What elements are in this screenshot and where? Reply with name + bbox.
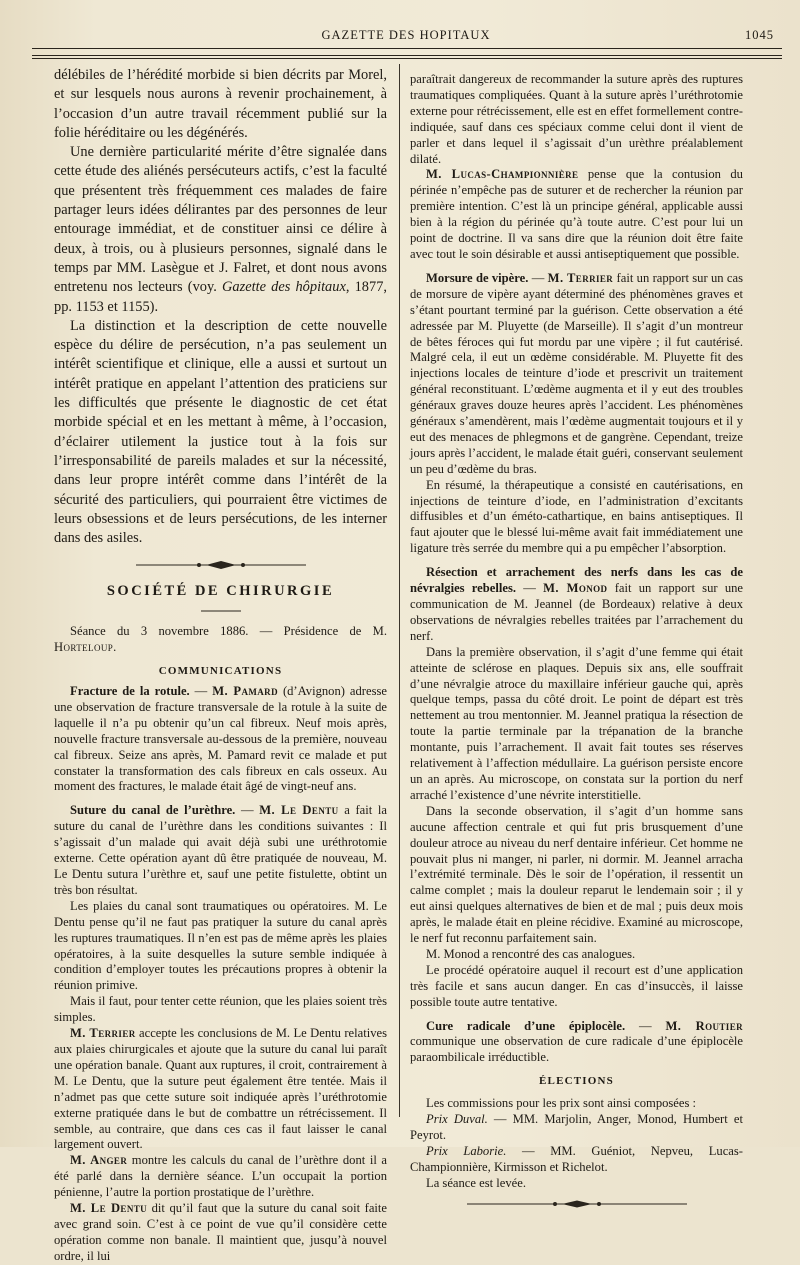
author-name: M. Pamard (212, 684, 278, 699)
session-line: Séance du 3 novembre 1886. — Présidence de M. Horteloup. (54, 624, 387, 655)
prix-laborie-line: Prix Laborie. — MM. Guéniot, Nepveu, Lucas-Championnière, Kirmisson et Richelot. (410, 1143, 743, 1174)
newspaper-title: GAZETTE DES HOPITAUX (321, 28, 491, 42)
author-name: M. Lucas-Championnière (426, 167, 579, 182)
heading-short-rule (201, 606, 241, 616)
author-name: M. Anger (70, 1153, 128, 1168)
header-double-rule-bottom (32, 58, 782, 59)
author-name: M. Routier (665, 1018, 743, 1033)
suture-title: Suture du canal de l’urèthre. (70, 803, 236, 818)
paragraph: Dans la première observation, il s’agit d’une femme qui était atteinte de sclérose en plaques. Depuis six ans, elle souffrait d’une névralgie atroce du maxillaire inférieur gauche qui, après quelque temps, passa du côté droit. Le point de départ est très nettement au trou mentonnier. M. Jeannel pratiqua la résection de toute la partie terminale par la trépanation de la branche montante, puis l’arrachement. Il avait fait toutes ses réserves relativement à l’affection médullaire. La guérison persiste encore un an après. Au microscope, on constata sur la portion du nerf arraché l’existence d’une névrite interstitielle. (410, 644, 743, 802)
right-column (410, 72, 743, 1210)
prize-name: Prix Laborie. (426, 1143, 507, 1158)
paragraph: Les plaies du canal sont traumatiques ou opératoires. M. Le Dentu pense qu’il ne faut pas pratiquer la suture du canal après les ruptures traumatiques. Il n’en est pas de même après les plaies opératoires, à la suite desquelles la suture semble indiquée à condition d’employer toutes les précautions propres à obtenir la réunion primive. (54, 898, 387, 993)
suture-paragraph: Suture du canal de l’urèthre. — M. Le Dentu a fait la suture du canal de l’urèthre dans les conditions suivantes : Il s’agissait d’un malade qui avait déjà subi une uréthrotomie externe. Cette opération ayant dû être pratiquée de nouveau, M. Le Dentu sutura l’urèthre et, sauf une petite fistulette, obtint un très bon résultat. (54, 803, 388, 897)
fracture-title: Fracture de la rotule. (70, 684, 190, 699)
resection-title: Résection et arrachement des nerfs dans les cas de névralgies rebelles. (410, 565, 743, 596)
lucas-paragraph: M. Lucas-Championnière pense que la contusion du périnée n’empêche pas de suturer et de rechercher la réunion par première intention. C’est là un principe général, applicable aussi bien à la région du périnée qu’à toute autre. C’est pour lui un point de doctrine. Il va sans dire que la réunion doit être faite avec tout le soin désirable et aussi antiseptiquement que possible. (410, 167, 743, 261)
author-name: M. Terrier (547, 270, 614, 285)
page-header (32, 28, 780, 46)
author-name: M. Terrier (70, 1026, 136, 1041)
vipere-title: Morsure de vipère. (426, 270, 529, 285)
cure-title: Cure radicale d’une épiplocèle. (426, 1018, 626, 1033)
author-name: M. Monod (543, 581, 608, 596)
anger-paragraph: M. Anger montre les calculs du canal de l’urèthre dont il a été parlé dans la dernière séance. L’un occupait la portion pénienne, l’autre la portion prostatique de l’urèthre. (54, 1153, 387, 1200)
paragraph: La distinction et la description de cette nouvelle espèce du délire de persécution, n’a pas seulement un intérêt scientifique et clinique, elle a aussi et surtout un intérêt pratique en appelant l’attention des praticiens sur les difficultés que présente le diagnostic de cet état morbide spécial et en les mettant à même, à l’occasion, d’éclairer utilement la justice tout à la fois sur l’irresponsabilité de pareils malades et sur la nécessité, dans leur propre intérêt comme dans l’intérêt de la sécurité des particuliers, qui pourraient être victimes de leurs obsessions et de leurs persécutions, de les interner dans des asiles. (54, 317, 387, 547)
resection-paragraph: Résection et arrachement des nerfs dans les cas de névralgies rebelles. — M. Monod fait un rapport sur une communication de M. Jeannel (de Bordeaux) relative à deux observations de névralgies rebelles traitées par l’arrachement du nerf. (410, 565, 744, 643)
author-name: M. Le Dentu (259, 803, 339, 818)
paragraph: Les commissions pour les prix sont ainsi composées : (426, 1096, 697, 1111)
vipere-paragraph: Morsure de vipère. — M. Terrier fait un rapport sur un cas de morsure de vipère ayant déterminé des phénomènes graves et s’étant pourtant terminé par la guérison. Cette observation a été adressée par M. Pluyette (de Marseille). Il s’agit d’un montreur de bêtes féroces qui fut mordu par une vipère ; il fut cautérisé. Malgré cela, il eut un œdème considérable. M. Pluyette fit des injections locales de teinture d’iode et prescrivit un traitement général reconstituant. L’œdème augmenta et il y eut des troubles généraux graves douze heures après l’accident. Les phénomènes généraux s’amendèrent, mais l’œdème augmentait toujours et il y eut des menaces de phlegmons et de gangrène. Cependant, treize jours après l’accident, le malade était guéri, conservant seulement un peu d’œdème du bras. (410, 270, 744, 476)
paragraph: paraîtrait dangereux de recommander la suture après des ruptures traumatiques compliquées. Quant à la suture après l’uréthrotomie externe pour rétrécissement, elle est en effet formellement contre-indiquée, sauf dans ces spéciaux comme celui dont il vient de parler et dans lequel il s’agissait d’un urèthre préalablement dilaté. (410, 72, 743, 166)
left-column (54, 66, 387, 1265)
president-name: Horteloup. (54, 640, 117, 655)
citation-details: , 1877, pp. 1153 et 1155). (54, 279, 387, 315)
paragraph: M. Monod a rencontré des cas analogues. (426, 946, 636, 961)
paragraph: Une dernière particularité mérite d’être signalée dans cette étude des aliénés persécuteurs actifs, c’est la faculté que présentent très fréquemment ces malades de faire partager leurs idées délirantes par des personnes de leur entourage immédiat, et de constituer ainsi ce délire à deux, à trois, ou à plusieurs personnes, signalé dans le temps par MM. Lasègue et J. Falret, et dont nous avons entretenu nos lecteurs (voy. Gazette des hôpitaux, 1877, pp. 1153 et 1155). (54, 144, 387, 315)
elections-heading: ÉLECTIONS (539, 1075, 614, 1088)
column-divider (399, 64, 400, 1117)
paragraph: délébiles de l’hérédité morbide si bien décrits par Morel, et sur lesquels nous aurons à revenir prochainement, à l’occasion d’un autre travail récemment publié sur la folie héréditaire ou les dégénérés. (54, 67, 387, 141)
paragraph: Mais il faut, pour tenter cette réunion, que les plaies soient très simples. (54, 994, 387, 1025)
prix-duval-line: Prix Duval. — MM. Marjolin, Anger, Monod, Humbert et Peyrot. (410, 1112, 743, 1142)
fracture-paragraph: Fracture de la rotule. — M. Pamard (d’Avignon) adresse une observation de fracture transversale de la rotule à la suite de laquelle il n’a pu obtenir qu’un cal fibreux. Neuf mois après, nouvelle fracture transversale au-dessous de la première, nouveau cal fibreux. Seize ans après, M. Pamard revit ce malade et put constater la transformation des cals fibreux en cals osseux. Au moment des fractures, le malade était âgé de vingt-neuf ans. (54, 684, 387, 794)
page-number: 1045 (745, 28, 774, 42)
ledentu-paragraph: M. Le Dentu dit qu’il faut que la suture du canal soit faite avec grand soin. C’est à ce point de vue qu’il considère cette opération comme non banale. Il maintient que, jusqu’à nouvel ordre, il lui (54, 1201, 388, 1263)
author-name: M. Le Dentu (70, 1201, 148, 1216)
communications-heading: COMMUNICATIONS (158, 665, 283, 678)
header-double-rule-top (32, 55, 782, 56)
section-ornament (136, 558, 306, 572)
article-continuation (54, 66, 387, 548)
paragraph: Dans la seconde observation, il s’agit d’un homme sans aucune affection centrale et qui fut pris brusquement d’une douleur atroce au niveau du nerf dentaire inférieur. Cet homme ne pouvait plus ni manger, ni parler, ni dormir. M. Jeannel arracha l’extrémité terminale. Dès le soir de l’opération, il ressentit un calme complet ; mais la douleur reparut le lendemain soir ; il y eut ainsi quelques alternatives de bien et de mal ; puis deux mois après, le malade était en pleine récidive. Examiné au microscope, le nerf fut reconnu parfaitement sain. (410, 803, 743, 946)
citation-journal: Gazette des hôpitaux (222, 279, 346, 296)
closing-line: La séance est levée. (426, 1175, 526, 1190)
prize-name: Prix Duval. (426, 1112, 488, 1127)
terrier-paragraph: M. Terrier accepte les conclusions de M. Le Dentu relatives aux plaies chirurgicales et ajoute que la suture du canal lui paraît une opération banale. Quant aux ruptures, il croit, contrairement à M. Le Dentu, que la suture peut également être tentée. Mais il n’admet pas que cette suture soit indiquée après l’uréthrotomie externe pratiquée dans le but de combattre un rétrécissement. Il semble, au contraire, que dans ces cas il faut laisser le canal largement ouvert. (54, 1026, 387, 1152)
society-heading: SOCIÉTÉ DE CHIRURGIE (106, 583, 335, 600)
end-ornament (467, 1198, 687, 1210)
header-rule (32, 48, 782, 49)
cure-paragraph: Cure radicale d’une épiplocèle. — M. Routier communique une observation de cure radicale d’une épiplocèle paraombilicale irréductible. (410, 1018, 743, 1065)
paragraph: En résumé, la thérapeutique a consisté en cautérisations, en injections de teinture d’iode, en l’administration d’excitants diffusibles et d’un éméto-cathartique, en bains antiseptiques. Il faut ajouter que le blessé lui-même avait fait immédiatement une ligature très serrée du membre qui a pu empêcher l’absorption. (410, 477, 743, 556)
paragraph: Le procédé opératoire auquel il recourt est d’une application très facile et sans aucun danger. En cas d’insuccès, il laisse possible toute autre tentative. (410, 962, 743, 1009)
